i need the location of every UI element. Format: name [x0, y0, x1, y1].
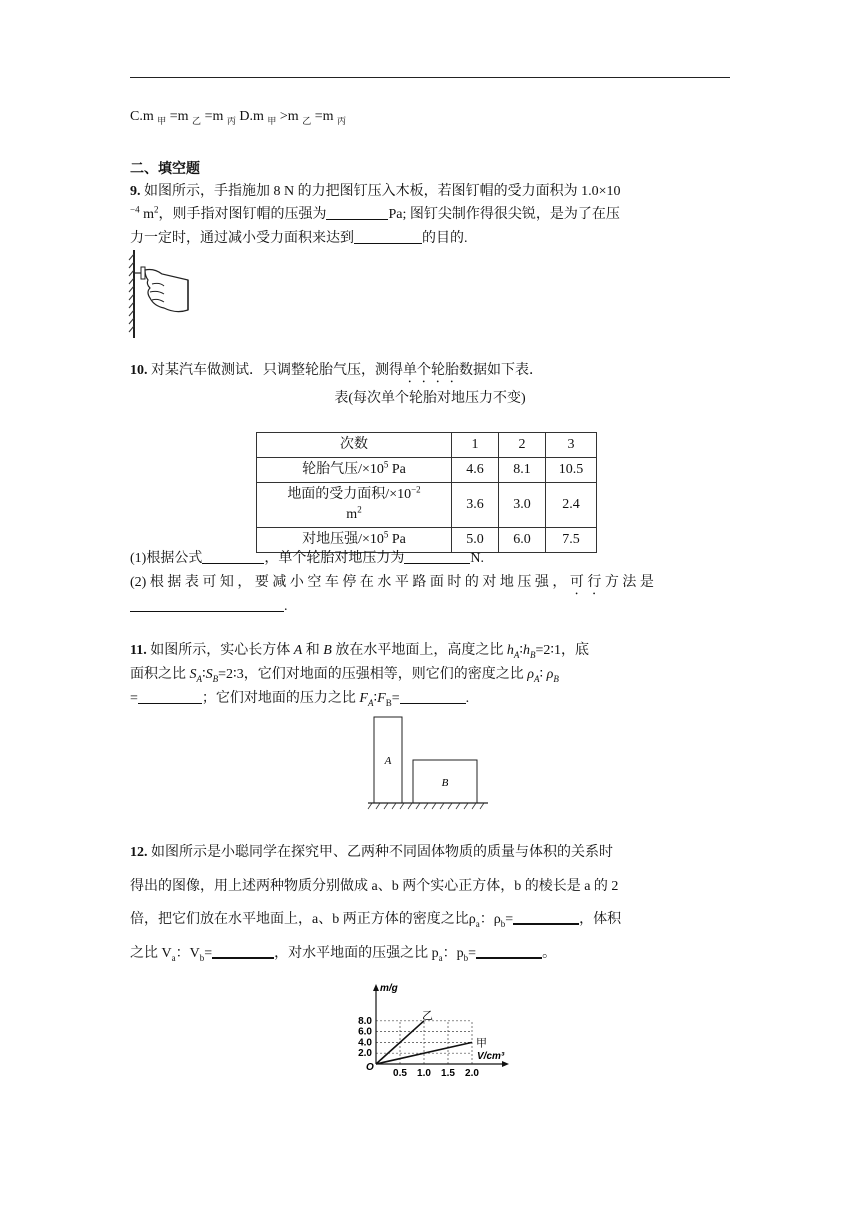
label-text: 对地压强/×10 [302, 532, 384, 547]
q11-text: = [391, 691, 400, 706]
q10-text: 对某汽车做测试．只调整轮胎气压，测得 [147, 363, 403, 378]
table-header-cell: 2 [499, 433, 546, 458]
q11-text: ∶ [373, 691, 378, 706]
label-sup: 5 [383, 459, 389, 470]
var-h: h [506, 643, 514, 658]
q9-text: 力一定时，通过减小受力面积来达到 [130, 231, 354, 246]
q9-sup: 2 [153, 204, 159, 215]
table-row [257, 458, 597, 483]
q12-text: ：ρ [479, 912, 501, 927]
q11-text: = [130, 691, 138, 706]
option-d-text: =m [314, 109, 337, 124]
answer-blank[interactable] [138, 689, 202, 704]
q10-part2 [130, 572, 654, 598]
origin-label: O [366, 1062, 374, 1073]
var-rho: ρ [527, 667, 534, 682]
answer-blank[interactable] [400, 689, 466, 704]
q11-text: . [465, 691, 470, 706]
answer-blank[interactable] [130, 597, 284, 612]
block-b-label: B [441, 777, 449, 789]
q12-line1 [130, 842, 613, 864]
sub-b: B [212, 673, 219, 684]
q10-text: 数据如下表． [459, 363, 543, 378]
sub-yi: 乙 [302, 115, 312, 126]
header-rule [130, 77, 730, 78]
table-caption: 表(每次单个轮胎对地压力不变) [334, 391, 526, 406]
q10-emphasis: 可 行 [569, 575, 602, 590]
var-h: h [523, 643, 531, 658]
var-f: F [377, 691, 386, 706]
question-number: 11. [130, 643, 147, 658]
section-title: 二、填空题 [130, 161, 200, 177]
label-sup: −2 [411, 484, 421, 495]
q12-line4 [130, 943, 556, 965]
blocks-figure [366, 714, 492, 810]
sub-bing: 丙 [226, 115, 236, 126]
q12-text: ，对水平地面的压强之比 p [274, 946, 439, 961]
sub-jia: 甲 [157, 115, 167, 126]
q9-text: Pa; 图钉尖制作得很尖锐，是为了在压 [388, 207, 620, 222]
q11-text: ；它们对地面的压力之比 [201, 691, 360, 706]
q10-text: 方 法 是 [601, 575, 654, 590]
q10-part1 [130, 548, 484, 570]
y-axis-arrow [373, 984, 379, 991]
option-c-text: =m [169, 109, 193, 124]
q9-text: m [139, 207, 154, 222]
option-d-text: >m [279, 109, 303, 124]
option-c: C.m [130, 109, 154, 124]
question-number: 12. [130, 845, 148, 860]
var-s: S [189, 667, 197, 682]
var-s: S [205, 667, 213, 682]
q9-text: 的目的. [422, 231, 468, 246]
q10-emphasis: 单个轮胎 [403, 363, 459, 378]
var-b: B [323, 643, 332, 658]
q12-text: 倍，把它们放在水平地面上，a、b 两正方体的密度之比ρ [130, 912, 476, 927]
q11-text: 面积之比 [130, 667, 190, 682]
q10-text: ，单个轮胎对地压力为 [264, 551, 405, 566]
block-a-label: A [384, 755, 392, 767]
q11-text: ∶ [519, 643, 524, 658]
label-sup: 2 [357, 504, 362, 515]
answer-blank[interactable] [404, 549, 470, 564]
q10-part2-blank [130, 596, 288, 618]
q11-line1 [130, 640, 589, 662]
table-cell: 3.0 [499, 483, 546, 528]
thumbtack-hand-figure [128, 250, 194, 338]
answer-blank[interactable] [202, 549, 264, 564]
table-cell: 4.6 [452, 458, 499, 483]
y-tick-label: 4.0 [358, 1037, 372, 1049]
sub-a: a [475, 918, 480, 929]
table-cell: 6.0 [499, 528, 546, 553]
label-text: 轮胎气压/×10 [302, 462, 384, 477]
q9-line3 [130, 228, 468, 250]
x-tick-label: 1.5 [441, 1068, 455, 1079]
series-label: 甲 [476, 1036, 487, 1050]
q11-text: ∶ [539, 667, 547, 682]
q12-text: ：p [442, 946, 464, 961]
q11-text: =2∶1，底 [535, 643, 590, 658]
label-text: Pa [388, 532, 406, 547]
sub-a: A [196, 673, 202, 684]
q12-line2: 得出的图像，用上述两种物质分别做成 a、b 两个实心正方体，b 的棱长是 a 的 2 [130, 879, 619, 894]
table-header-row [257, 433, 597, 458]
x-tick-label: 2.0 [465, 1068, 479, 1079]
series-label: 乙 [422, 1008, 433, 1022]
q12-text: = [468, 946, 477, 961]
q11-text: ∶ [202, 667, 206, 682]
q11-line3 [130, 688, 469, 710]
table-header-cell: 次数 [257, 433, 452, 458]
y-tick-label: 8.0 [358, 1015, 372, 1027]
x-axis-label: V/cm³ [477, 1051, 505, 1062]
table-row-label [257, 458, 452, 483]
q10-text: (1)根据公式 [130, 551, 203, 566]
table-cell: 3.6 [452, 483, 499, 528]
sub-a: A [367, 697, 374, 708]
sub-b: B [385, 697, 392, 708]
sub-a: a [438, 952, 443, 963]
answer-blank[interactable] [354, 229, 422, 244]
tire-data-table [256, 432, 597, 553]
sub-b: b [463, 952, 469, 963]
q10-text: (2) 根 据 表 可 知 ， 要 减 小 空 车 停 在 水 平 路 面 时 的 对 地 压 强 ， [130, 575, 570, 590]
sub-a: A [513, 649, 520, 660]
sub-a: a [171, 952, 176, 963]
q12-text: ：V [175, 946, 200, 961]
var-a: A [293, 643, 303, 658]
x-tick-label: 1.0 [417, 1068, 431, 1079]
prev-options-line [130, 106, 346, 128]
q11-text: 如图所示，实心长方体 [146, 643, 294, 658]
table-cell: 5.0 [452, 528, 499, 553]
sub-yi: 乙 [192, 115, 202, 126]
mass-volume-chart [340, 982, 516, 1080]
question-number: 10. [130, 363, 148, 378]
q9-exp: −4 [130, 204, 140, 215]
table-row-label [257, 483, 452, 528]
y-tick-label: 2.0 [358, 1048, 372, 1060]
sub-jia: 甲 [267, 115, 277, 126]
q12-text: 之比 V [130, 946, 172, 961]
sub-b: b [199, 952, 205, 963]
answer-blank[interactable] [513, 909, 579, 925]
sub-b: B [530, 649, 536, 660]
x-tick-label: 0.5 [393, 1068, 407, 1079]
table-cell: 8.1 [499, 458, 546, 483]
sub-a: A [533, 673, 540, 684]
sub-bing: 丙 [337, 115, 347, 126]
q11-line2 [130, 664, 559, 686]
q9-text: 如图所示，手指施加 8 N 的力把图钉压入木板，若图钉帽的受力面积为 1.0×10 [140, 184, 621, 199]
q10-text: N. [470, 551, 484, 566]
q11-text: 放在水平地面上，高度之比 [331, 643, 507, 658]
q12-text: 。 [542, 946, 557, 961]
sub-b: B [553, 673, 559, 684]
table-row [257, 483, 597, 528]
label-text: m [346, 507, 358, 522]
table-header-cell: 1 [452, 433, 499, 458]
label-text: Pa [388, 462, 406, 477]
table-cell: 2.4 [546, 483, 597, 528]
question-number: 9. [130, 184, 141, 199]
q9-line2 [130, 204, 620, 226]
y-axis-label: m/g [380, 983, 398, 994]
var-rho: ρ [546, 667, 554, 682]
q10-text: . [284, 599, 288, 614]
label-text: 地面的受力面积/×10 [287, 487, 412, 502]
q9-text: ，则手指对图钉帽的压强为 [158, 207, 327, 222]
q9-line1 [130, 181, 621, 203]
q12-text: = [505, 912, 514, 927]
q11-text: 和 [302, 643, 324, 658]
label-sup: 5 [383, 529, 389, 540]
answer-blank[interactable] [476, 943, 542, 959]
q10-line1 [130, 360, 543, 386]
answer-blank[interactable] [326, 205, 388, 220]
ground-hatch [368, 803, 484, 809]
q12-text: = [204, 946, 213, 961]
q12-text: 如图所示是小聪同学在探究甲、乙两种不同固体物质的质量与体积的关系时 [147, 845, 613, 860]
answer-blank[interactable] [212, 943, 274, 959]
y-tick-label: 6.0 [358, 1026, 372, 1038]
var-f: F [359, 691, 368, 706]
sub-b: b [500, 918, 506, 929]
q12-text: ，体积 [579, 912, 622, 927]
q11-text: =2∶3，它们对地面的压强相等，则它们的密度之比 [218, 667, 528, 682]
option-d: D.m [239, 109, 264, 124]
table-cell: 10.5 [546, 458, 597, 483]
q12-line3 [130, 909, 621, 931]
table-header-cell: 3 [546, 433, 597, 458]
option-c-text: =m [204, 109, 227, 124]
table-cell: 7.5 [546, 528, 597, 553]
